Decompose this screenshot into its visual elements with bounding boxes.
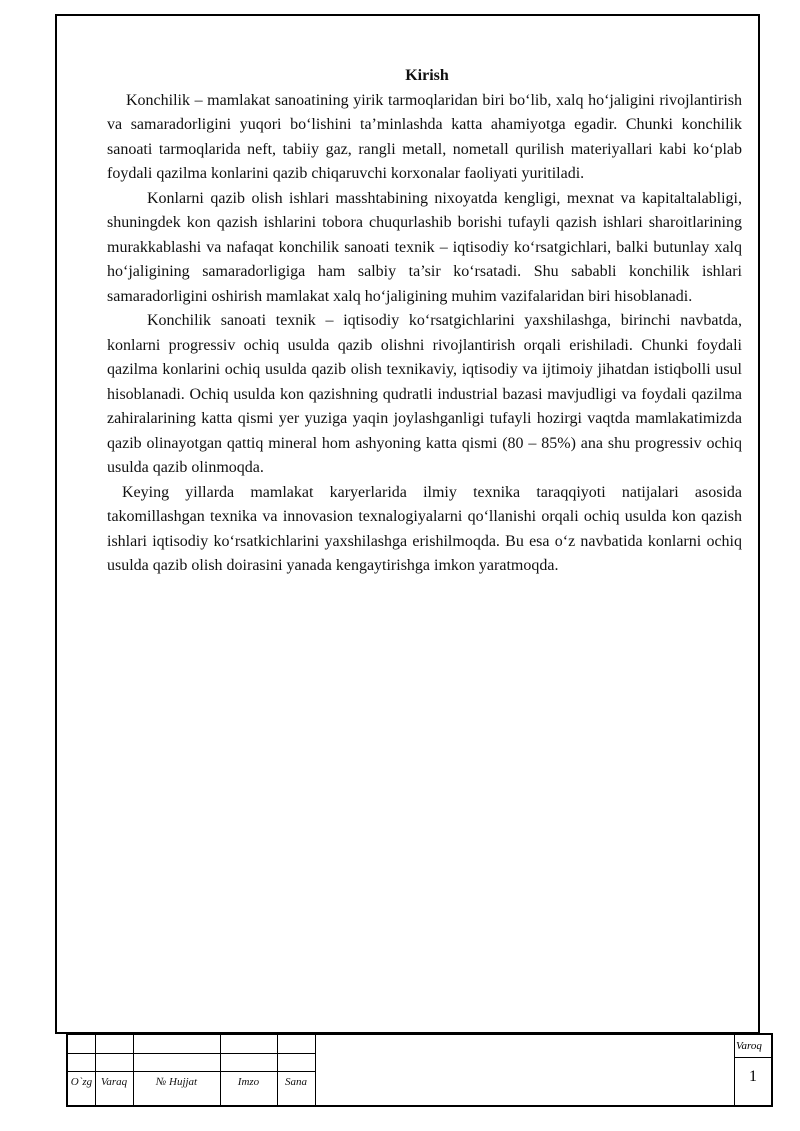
title-block bbox=[66, 1033, 773, 1107]
column-varaq: Varaq bbox=[100, 1076, 128, 1088]
document-title: Kirish bbox=[405, 67, 449, 84]
column-hujjat: № Hujjat bbox=[155, 1076, 198, 1088]
paragraph-3: Konchilik sanoati texnik – iqtisodiy ko‘rsatgichlarini yaxshilashga, birinchi navbatda, konlarni progressiv ochiq usulda qazib olishni rivojlantirish orqali erishiladi. Chunki foydali qazilma konlarini ochiq usulda qazib olish texnikaviy, iqtisodiy va ijtimoiy jihatdan istiqbolli usul hisoblanadi. Ochiq usulda kon qazishning qudratli industrial bazasi mavjudligi va foydali qazilma zahiralarining katta qismi yer yuziga yaqin joylashganligi tufayli hozirgi vaqtda mamlakatimizda qazib olinayotgan qattiq mineral hom ashyoning katta qismi (80 – 85%) ana shu progressiv ochiq usulda qazib olinmoqda. bbox=[107, 312, 742, 476]
paragraph-2: Konlarni qazib olish ishlari masshtabining nixoyatda kengligi, mexnat va kapitaltalabligi, shuningdek kon qazish ishlarini tobora chuqurlashib borishi tufayli qazish ishlari sharoitlarining murakkablashi va nafaqat konchilik sanoati texnik – iqtisodiy ko‘rsatgichlari, balki butunlay xalq ho‘jaligining samaradorligiga ham salbiy ta’sir ko‘rsatadi. Shu sababli konchilik ishlari samaradorligini oshirish mamlakat xalq ho‘jaligining muhim vazifalaridan biri hisoblanadi. bbox=[107, 189, 742, 305]
sheet-label: Varoq bbox=[736, 1040, 762, 1052]
document-body bbox=[107, 64, 742, 579]
column-ozg: O`zg bbox=[70, 1076, 93, 1088]
column-imzo: Imzo bbox=[237, 1076, 260, 1088]
column-sana: Sana bbox=[285, 1076, 307, 1088]
paragraph-4: Keying yillarda mamlakat karyerlarida ilmiy texnika taraqqiyoti natijalari asosida takomillashgan texnika va innovasion texnalogiyalarni qo‘llanishi orqali ochiq usulda kon qazish ishlari iqtisodiy ko‘rsatkichlarini yaxshilashga erishilmoqda. Bu esa o‘z navbatida konlarni ochiq usulda qazib olish doirasini yanada kengaytirishga imkon yaratmoqda. bbox=[107, 483, 742, 574]
paragraph-1: Konchilik – mamlakat sanoatining yirik tarmoqlaridan biri bo‘lib, xalq ho‘jaligini rivojlantirish va samaradorligini yuqori bo‘lishini ta’minlashda katta ahamiyotga egadir. Chunki konchilik sanoati tarmoqlarida neft, tabiiy gaz, rangli metall, nometall qurilish materiyallari kabi ko‘plab foydali qazilma konlarini qazib chiqaruvchi korxonalar faoliyati yuritiladi. bbox=[107, 91, 742, 182]
sheet-number: 1 bbox=[749, 1068, 757, 1085]
